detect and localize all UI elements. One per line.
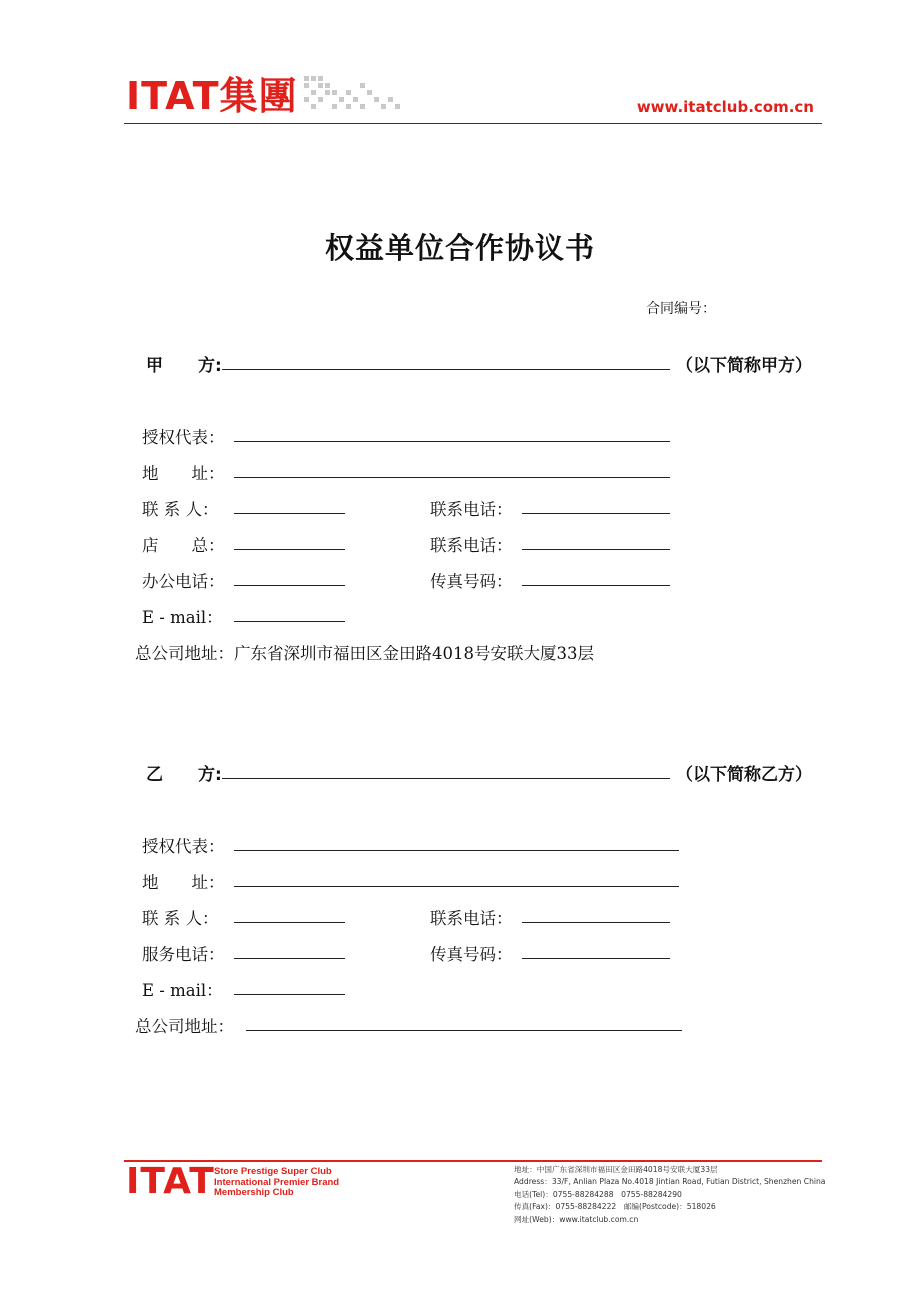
party-b-note: （以下简称乙方）: [676, 765, 812, 785]
logo-pixel-pattern-icon: [304, 76, 404, 112]
party-a-contact-phone-field[interactable]: [522, 513, 670, 514]
party-b-fax-field[interactable]: [522, 958, 670, 959]
party-a-label: 甲: [146, 356, 163, 376]
party-b-contact-phone-label: 联系电话：: [430, 909, 513, 928]
party-a-store-phone-field[interactable]: [522, 549, 670, 550]
party-b-address-label: 地 址：: [142, 873, 225, 892]
footer-divider: [124, 1160, 822, 1162]
itat-group-logo: ITAT集團: [126, 74, 298, 118]
party-a-fax-label: 传真号码：: [430, 572, 513, 591]
party-b-label: 乙: [146, 765, 163, 785]
party-a-store-phone-label: 联系电话：: [430, 536, 513, 555]
party-b-name-field[interactable]: [222, 778, 670, 779]
footer-tagline-line: International Premier Brand: [214, 1176, 340, 1188]
party-b-contact-phone-field[interactable]: [522, 922, 670, 923]
party-b-hq-field[interactable]: [246, 1030, 682, 1031]
party-b-service-phone-field[interactable]: [234, 958, 345, 959]
party-a-office-phone-label: 办公电话：: [142, 572, 225, 591]
party-a-contact-phone-label: 联系电话：: [430, 500, 513, 519]
party-a-address-field[interactable]: [234, 477, 670, 478]
party-b-contact-field[interactable]: [234, 922, 345, 923]
party-b-rep-field[interactable]: [234, 850, 679, 851]
footer-fax-postcode: 传真(Fax)：0755-88284222 邮编(Postcode)：518026: [514, 1202, 716, 1212]
party-b-fax-label: 传真号码：: [430, 945, 513, 964]
party-b-service-phone-label: 服务电话：: [142, 945, 225, 964]
party-a-store-manager-label: 店 总：: [142, 536, 225, 555]
party-a-rep-label: 授权代表：: [142, 428, 225, 447]
footer-web[interactable]: 网址(Web)：www.itatclub.com.cn: [514, 1214, 639, 1224]
party-a-contact-label: 联 系 人：: [142, 500, 219, 519]
party-b-rep-label: 授权代表：: [142, 837, 225, 856]
party-a-note: （以下简称甲方）: [676, 356, 812, 376]
party-b-contact-label: 联 系 人：: [142, 909, 219, 928]
party-a-store-manager-field[interactable]: [234, 549, 345, 550]
party-b-colon: 方:: [198, 765, 222, 785]
contract-number-label: 合同编号：: [646, 301, 716, 317]
footer-contact-block: [514, 1164, 825, 1226]
party-a-fax-field[interactable]: [522, 585, 670, 586]
footer-itat-logo: ITAT: [126, 1161, 215, 1202]
party-a-office-phone-field[interactable]: [234, 585, 345, 586]
party-b-hq-label: 总公司地址：: [135, 1017, 234, 1036]
footer-tagline-line: Store Prestige Super Club: [214, 1166, 332, 1177]
party-a-address-label: 地 址：: [142, 464, 225, 483]
party-a-contact-field[interactable]: [234, 513, 345, 514]
footer-tel: 电话(Tel)：0755-88284288 0755-88284290: [514, 1189, 682, 1199]
footer-tagline-line: Membership Club: [214, 1187, 294, 1198]
party-a-rep-field[interactable]: [234, 441, 670, 442]
party-b-address-field[interactable]: [234, 886, 679, 887]
party-b-email-label: E - mail：: [142, 981, 223, 1000]
document-title: 权益单位合作协议书: [324, 231, 595, 265]
party-a-hq-address: 总公司地址：广东省深圳市福田区金田路4018号安联大厦33层: [135, 644, 594, 663]
party-b-email-field[interactable]: [234, 994, 345, 995]
website-url[interactable]: www.itatclub.com.cn: [636, 98, 814, 116]
party-a-email-label: E - mail：: [142, 608, 223, 627]
party-a-colon: 方:: [198, 356, 222, 376]
party-a-name-field[interactable]: [222, 369, 670, 370]
footer-address-en: Address：33/F, Anlian Plaza No.4018 Jintian Road, Futian District, Shenzhen China: [514, 1177, 826, 1187]
party-a-email-field[interactable]: [234, 621, 345, 622]
footer-address-cn: 地址：中国广东省深圳市福田区金田路4018号安联大厦33层: [514, 1165, 718, 1174]
header-divider: [124, 123, 822, 124]
footer-tagline: [214, 1167, 339, 1199]
